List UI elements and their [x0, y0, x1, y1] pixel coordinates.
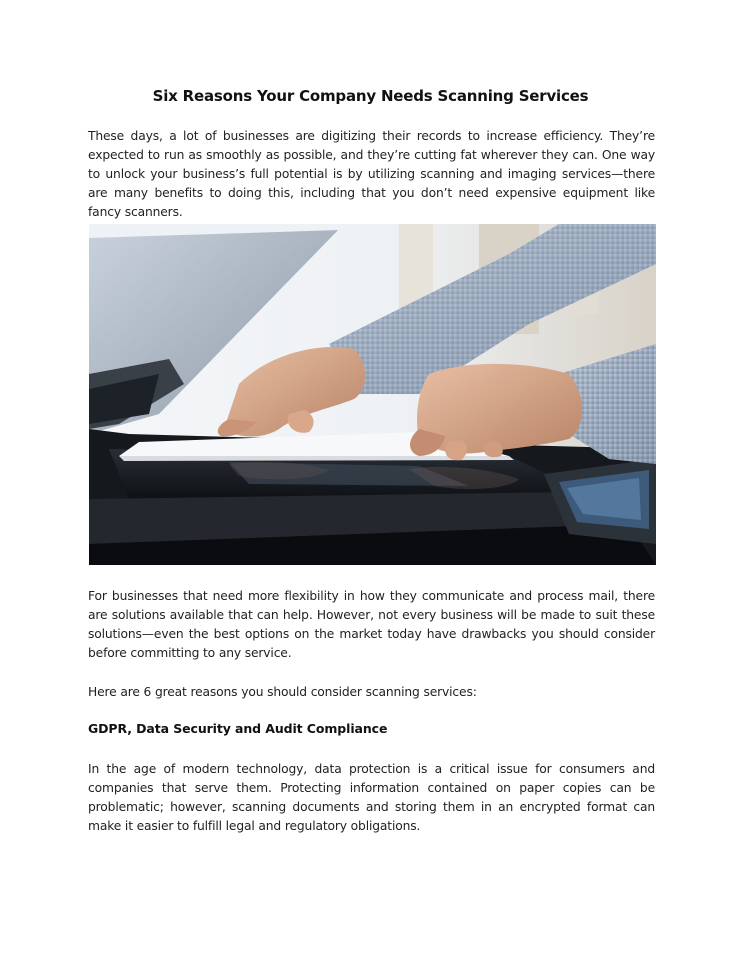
intro-paragraph: These days, a lot of businesses are digitizing their records to increase efficiency. They’re expected to run as smoothly as possible, and they’re cutting fat wherever they can. One way to unlock your business’s full potential is by utilizing scanning and imaging services—there are many benefits to doing this, including that you don’t need expensive equipment like fancy scanners.: [88, 129, 655, 219]
flexibility-paragraph: For businesses that need more flexibility in how they communicate and process mail, there are solutions available that can help. However, not every business will be made to suit these solutions—even the best options on the market today have drawbacks you should consider before committing to any service.: [88, 589, 655, 660]
reasons-intro: Here are 6 great reasons you should consider scanning services:: [88, 685, 477, 699]
gdpr-paragraph: In the age of modern technology, data protection is a critical issue for consumers and companies that serve them. Protecting information contained on paper copies can be problematic; however, scanning documents and storing them in an encrypted format can make it easier to fulfill legal and regulatory obligations.: [88, 762, 655, 833]
page-title: Six Reasons Your Company Needs Scanning Services: [152, 87, 589, 105]
scanner-photo: [89, 224, 656, 565]
person-scanning-document-photo: [89, 224, 656, 565]
section-heading: GDPR, Data Security and Audit Compliance: [88, 721, 388, 736]
